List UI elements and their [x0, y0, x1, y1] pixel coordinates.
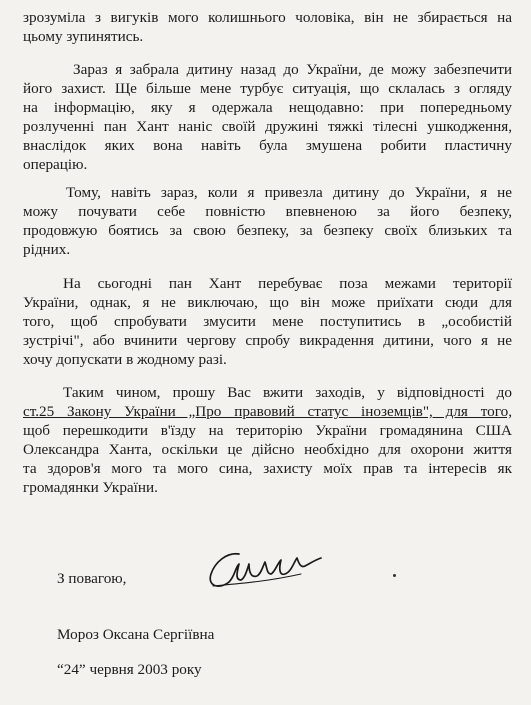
paragraph-5-line-6: громадянки України.: [23, 479, 158, 496]
paragraph-4-line-4: зустрічі", або вчинити чергову спробу викрадення дитини, чого я не: [23, 332, 512, 349]
paragraph-3-line-1: Тому, навіть зараз, коли я привезла дитину до України, я не: [66, 184, 512, 201]
paragraph-3-line-2: можу почувати себе повністю впевненою за його безпеку,: [23, 203, 512, 220]
paragraph-5-line-4: Олександра Ханта, оскільки це дійсно необхідно для охорони життя: [23, 441, 512, 458]
paragraph-5-line-2: [23, 403, 512, 421]
paragraph-5-line-5: та здоров'я мого та мого сина, захисту моїх прав та інтересів як: [23, 460, 512, 477]
closing-salutation: З повагою,: [57, 570, 127, 587]
paragraph-2-line-6: операцію.: [23, 156, 88, 173]
paragraph-5-line-1: Таким чином, прошу Вас вжити заходів, у відповідності до: [63, 384, 512, 401]
signer-name: Мороз Оксана Сергіївна: [57, 626, 215, 643]
paragraph-5-line-3: щоб перешкодити в'їзду на територію України громадянина США: [23, 422, 512, 439]
paragraph-2-line-5: внаслідок яких вона навіть була змушена робити пластичну: [23, 137, 512, 154]
paragraph-3-line-3: продовжую боятись за свою безпеку, за безпеку своїх близьких та: [23, 222, 512, 239]
paragraph-2-line-1: Зараз я забрала дитину назад до України, де можу забезпечити: [73, 61, 512, 78]
law-reference: ст.25 Закону України „Про правовий статус іноземців", для того,: [23, 403, 512, 420]
paragraph-1-line-1: зрозуміла з вигуків мого колишнього чоловіка, він не збирається на: [23, 9, 512, 26]
paragraph-2-line-3: на інформацію, яку я одержала нещодавно: при попередньому: [23, 99, 512, 116]
ink-dot: [393, 574, 396, 577]
paragraph-4-line-1: На сьогодні пан Хант перебуває поза межами території: [63, 275, 512, 292]
letter-date: “24” червня 2003 року: [57, 661, 202, 678]
paragraph-3-line-4: рідних.: [23, 241, 71, 258]
handwritten-signature: [205, 546, 325, 592]
paragraph-4-line-5: хочу допускати в жодному разі.: [23, 351, 227, 368]
paragraph-4-line-2: України, однак, я не виключаю, що він може приїхати сюди для: [23, 294, 512, 311]
paragraph-4-line-3: того, щоб спробувати змусити мене поступитись в „особистій: [23, 313, 512, 330]
paragraph-2-line-2: його захист. Ще більше мене турбує ситуація, що склалась з огляду: [23, 80, 512, 97]
paragraph-2-line-4: розлученні пан Хант наніс своїй дружині тяжкі тілесні ушкодження,: [23, 118, 512, 135]
paragraph-1-line-2: цьому зупинятись.: [23, 28, 144, 45]
